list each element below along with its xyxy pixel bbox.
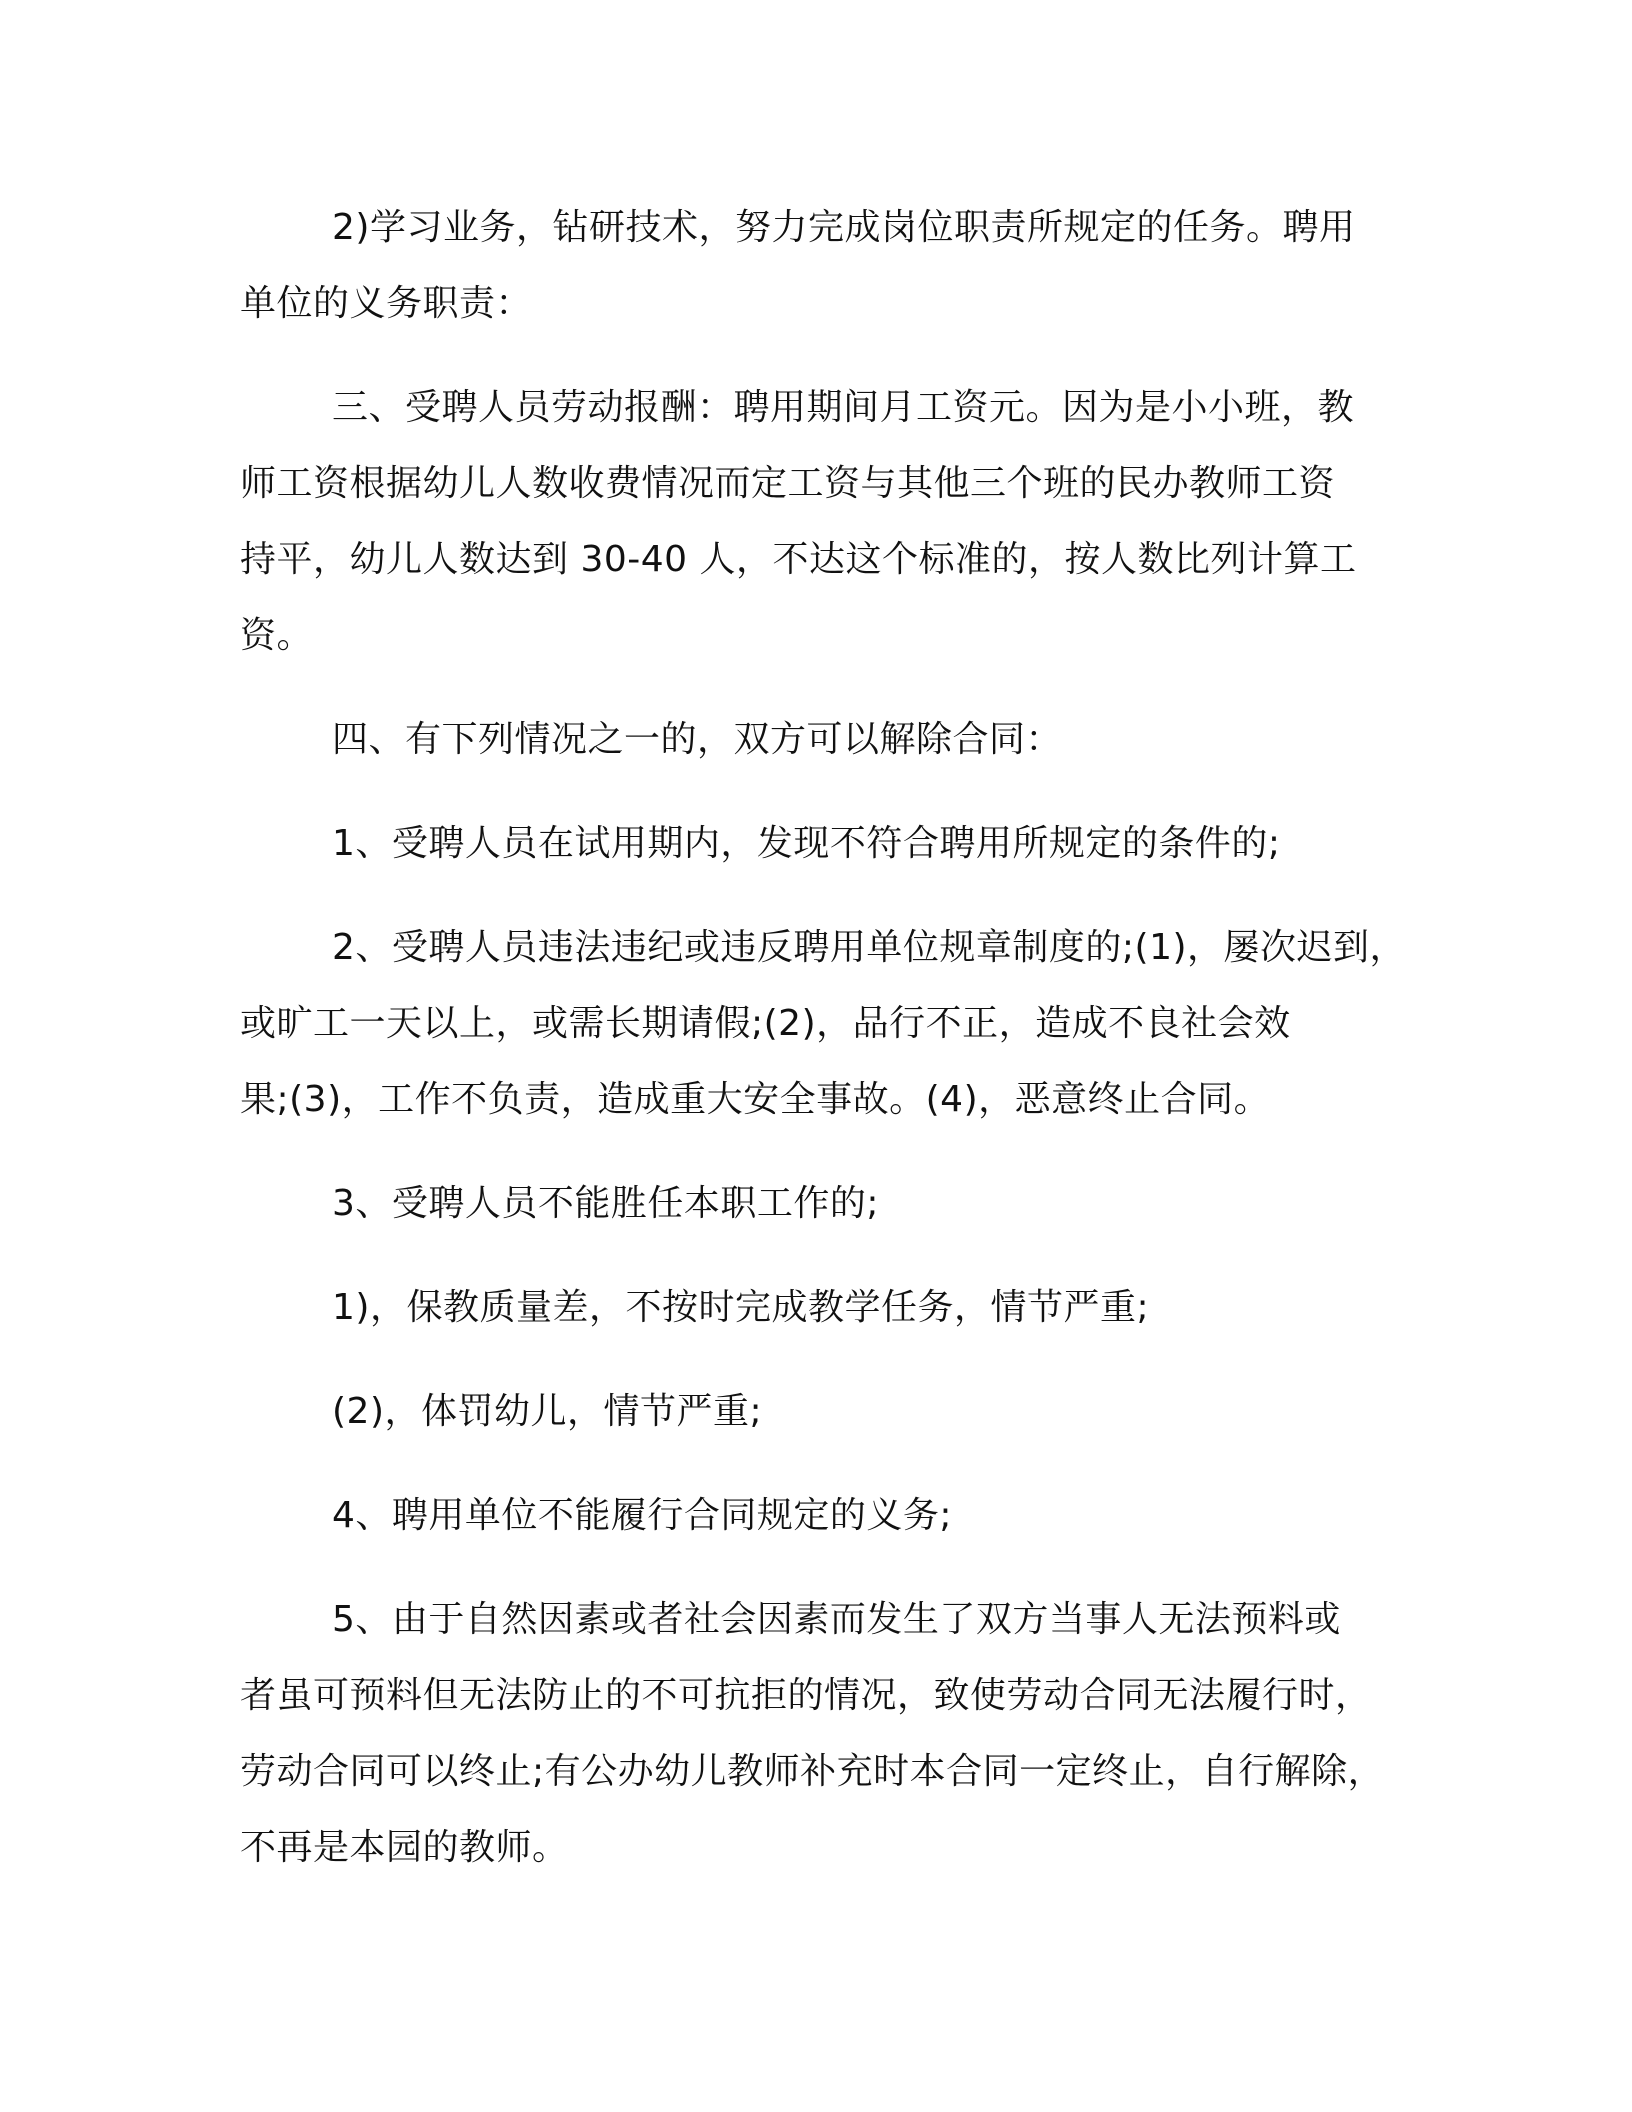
paragraph-duty-2 bbox=[240, 190, 1415, 342]
paragraph-item-3 bbox=[240, 1166, 1415, 1242]
text-line: 师工资根据幼儿人数收费情况而定工资与其他三个班的民办教师工资 bbox=[240, 463, 1336, 504]
text-line: 者虽可预料但无法防止的不可抗拒的情况，致使劳动合同无法履行时， bbox=[240, 1675, 1372, 1716]
text-line: 单位的义务职责： bbox=[240, 283, 533, 324]
text-line: 劳动合同可以终止;有公办幼儿教师补充时本合同一定终止，自行解除， bbox=[240, 1751, 1385, 1792]
text-line: 2、受聘人员违法违纪或违反聘用单位规章制度的;(1)，屡次迟到， bbox=[332, 927, 1407, 968]
text-line: 资。 bbox=[240, 615, 314, 656]
text-line: 四、有下列情况之一的，双方可以解除合同： bbox=[332, 719, 1063, 760]
text-line: 5、由于自然因素或者社会因素而发生了双方当事人无法预料或 bbox=[332, 1599, 1341, 1640]
text-line: 1)，保教质量差，不按时完成教学任务，情节严重; bbox=[332, 1287, 1150, 1328]
text-line: 1、受聘人员在试用期内，发现不符合聘用所规定的条件的; bbox=[332, 823, 1281, 864]
text-line: 不再是本园的教师。 bbox=[240, 1827, 569, 1868]
text-line: 果;(3)，工作不负责，造成重大安全事故。(4)，恶意终止合同。 bbox=[240, 1079, 1271, 1120]
paragraph-section-3-remuneration bbox=[240, 370, 1415, 674]
text-line: 4、聘用单位不能履行合同规定的义务; bbox=[332, 1495, 953, 1536]
paragraph-section-4-heading bbox=[240, 702, 1415, 778]
text-line: 持平，幼儿人数达到 30-40 人，不达这个标准的，按人数比列计算工 bbox=[240, 539, 1357, 580]
paragraph-item-5 bbox=[240, 1582, 1415, 1886]
text-line: 2)学习业务，钻研技术，努力完成岗位职责所规定的任务。聘用 bbox=[332, 207, 1356, 248]
paragraph-item-4 bbox=[240, 1478, 1415, 1554]
text-line: 3、受聘人员不能胜任本职工作的; bbox=[332, 1183, 880, 1224]
text-line: (2)，体罚幼儿，情节严重; bbox=[332, 1391, 763, 1432]
document-body bbox=[240, 190, 1415, 1914]
text-line: 三、受聘人员劳动报酬：聘用期间月工资元。因为是小小班，教 bbox=[332, 387, 1355, 428]
paragraph-item-2 bbox=[240, 910, 1415, 1138]
paragraph-item-3-sub-2 bbox=[240, 1374, 1415, 1450]
paragraph-item-3-sub-1 bbox=[240, 1270, 1415, 1346]
text-line: 或旷工一天以上，或需长期请假;(2)，品行不正，造成不良社会效 bbox=[240, 1003, 1291, 1044]
paragraph-item-1 bbox=[240, 806, 1415, 882]
